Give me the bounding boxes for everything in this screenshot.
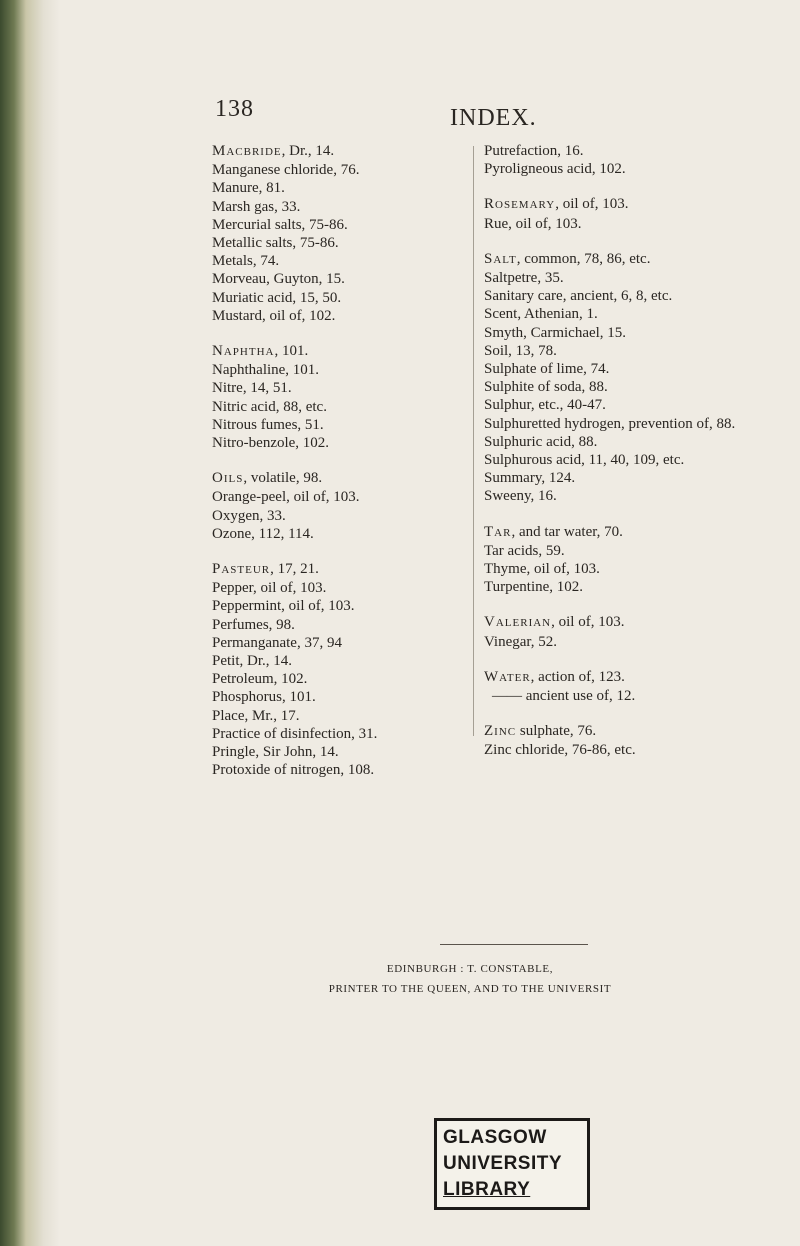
heading-small-caps: OSEMARY [495,199,556,212]
index-entry [484,523,784,542]
index-entry: Soil, 13, 78. [484,342,557,359]
index-entry: Zinc chloride, 76-86, etc. [484,742,636,759]
index-entry: Nitro-benzole, 102. [212,435,330,452]
heading-small-caps: ALT [493,253,517,266]
index-entry [484,195,784,214]
index-entry: Orange-peel, oil of, 103. [212,489,360,506]
letter-group-gap [212,452,472,469]
letter-group-gap [484,705,784,722]
index-letter-heading [484,669,531,685]
letter-group-gap [212,325,472,342]
index-entry: Nitrous fumes, 51. [212,416,324,433]
index-entry [212,142,472,161]
index-letter-heading [212,470,243,486]
index-entry: Ozone, 112, 114. [212,525,314,542]
index-entry: Sulphur, etc., 40-47. [484,397,606,414]
index-entry: Pyroligneous acid, 102. [484,161,626,178]
index-entry: Morveau, Guyton, 15. [212,271,345,288]
heading-initial: T [484,523,495,540]
letter-group-gap [484,506,784,523]
index-letter-heading [484,251,517,267]
index-entry: Rue, oil of, 103. [484,215,582,232]
index-entry: Petit, Dr., 14. [212,653,293,670]
index-entry: Turpentine, 102. [484,579,584,596]
entry-pages: , common, 78, 86, etc. [516,250,651,267]
index-entry [212,560,472,579]
index-letter-heading [484,723,516,739]
heading-initial: P [212,561,222,578]
heading-initial: R [484,196,496,213]
letter-group-gap [212,543,472,560]
index-letter-heading [484,196,555,212]
index-entry: Peppermint, oil of, 103. [212,598,355,615]
index-entry: Mercurial salts, 75-86. [212,216,348,233]
index-entry: Pringle, Sir John, 14. [212,744,339,761]
heading-small-caps: ACBRIDE [226,146,282,158]
index-letter-heading [484,614,551,630]
letter-group-gap [484,178,784,195]
index-entry: Petroleum, 102. [212,671,308,688]
entry-pages: , action of, 123. [530,668,625,685]
index-entry: Vinegar, 52. [484,633,558,650]
letter-group-gap [484,596,784,613]
index-entry: Metallic salts, 75-86. [212,235,339,252]
index-entry: Pepper, oil of, 103. [212,580,327,597]
entry-pages: , 101. [274,343,309,360]
index-entry: Oxygen, 33. [212,507,286,524]
index-entry: Sweeny, 16. [484,488,557,505]
index-entry: Manure, 81. [212,180,285,197]
entry-pages: , 17, 21. [270,561,319,578]
index-letter-heading [212,343,274,359]
entry-pages: , volatile, 98. [243,470,323,487]
entry-pages: , and tar water, 70. [511,523,623,540]
heading-small-caps: ILS [223,473,244,486]
index-column-left [212,142,472,780]
stamp-line-2: UNIVERSITY [443,1153,563,1174]
index-entry: Sulphurous acid, 11, 40, 109, etc. [484,452,685,469]
index-entry: Mustard, oil of, 102. [212,307,336,324]
printer-imprint-line-1: EDINBURGH : T. CONSTABLE, [386,963,554,975]
index-entry: Putrefaction, 16. [484,143,584,159]
letter-group-gap [484,233,784,250]
index-entry: Permanganate, 37, 94 [212,634,342,651]
index-entry: Scent, Athenian, 1. [484,306,598,323]
index-entry: Sanitary care, ancient, 6, 8, etc. [484,288,673,305]
printer-imprint-line-2: PRINTER TO THE QUEEN, AND TO THE UNIVERSIT [328,983,612,995]
heading-initial: O [212,470,224,487]
heading-small-caps: INC [494,726,517,739]
index-entry: Nitre, 14, 51. [212,380,292,397]
index-letter-heading [212,143,282,159]
heading-small-caps: ASTEUR [221,564,271,577]
heading-initial: N [212,343,224,360]
heading-small-caps: ATER [499,671,531,684]
heading-initial: S [484,250,494,267]
entry-pages: , oil of, 103. [555,196,629,213]
letter-group-gap [484,651,784,668]
index-entry: Sulphuretted hydrogen, prevention of, 88. [484,415,736,432]
index-entry: —— ancient use of, 12. [492,688,636,705]
entry-pages: , oil of, 103. [551,614,625,631]
library-stamp [434,1118,590,1210]
index-entry: Smyth, Carmichael, 15. [484,324,627,341]
index-entry: Marsh gas, 33. [212,198,301,215]
running-head: INDEX. [450,105,537,131]
index-entry [212,469,472,488]
index-entry: Metals, 74. [212,253,280,270]
index-entry: Place, Mr., 17. [212,707,300,724]
index-entry: Summary, 124. [484,470,576,487]
heading-initial: Z [484,723,495,740]
index-entry [484,668,784,687]
heading-initial: V [484,614,496,631]
heading-small-caps: APHTHA [223,346,275,359]
entry-pages: sulphate, 76. [516,723,597,740]
imprint-rule [440,944,588,945]
index-letter-heading [484,524,511,540]
entry-pages: , Dr., 14. [281,143,335,159]
heading-initial: M [212,143,227,159]
column-divider [473,146,474,736]
index-entry: Sulphite of soda, 88. [484,379,608,396]
index-entry: Manganese chloride, 76. [212,162,360,179]
index-entry: Practice of disinfection, 31. [212,725,378,742]
heading-initial: W [484,668,500,685]
index-entry [484,250,784,269]
index-column-right [484,142,784,760]
book-binding-edge [0,0,60,1246]
index-entry: Perfumes, 98. [212,616,295,633]
page-number: 138 [215,96,254,122]
index-entry: Muriatic acid, 15, 50. [212,289,342,306]
index-entry: Tar acids, 59. [484,542,565,559]
stamp-line-1: GLASGOW [443,1127,547,1148]
index-entry: Sulphate of lime, 74. [484,361,610,378]
index-entry: Phosphorus, 101. [212,689,316,706]
index-entry: Naphthaline, 101. [212,362,320,379]
index-entry [212,342,472,361]
index-entry: Sulphuric acid, 88. [484,433,598,450]
index-entry: Thyme, oil of, 103. [484,561,600,578]
heading-small-caps: AR [494,526,512,539]
index-entry: Nitric acid, 88, etc. [212,398,327,415]
index-entry: Saltpetre, 35. [484,270,564,287]
heading-small-caps: ALERIAN [495,617,552,630]
index-entry [484,722,784,741]
index-entry [484,613,784,632]
index-entry: Protoxide of nitrogen, 108. [212,762,375,779]
stamp-line-3: LIBRARY [443,1179,531,1200]
index-letter-heading [212,561,270,577]
